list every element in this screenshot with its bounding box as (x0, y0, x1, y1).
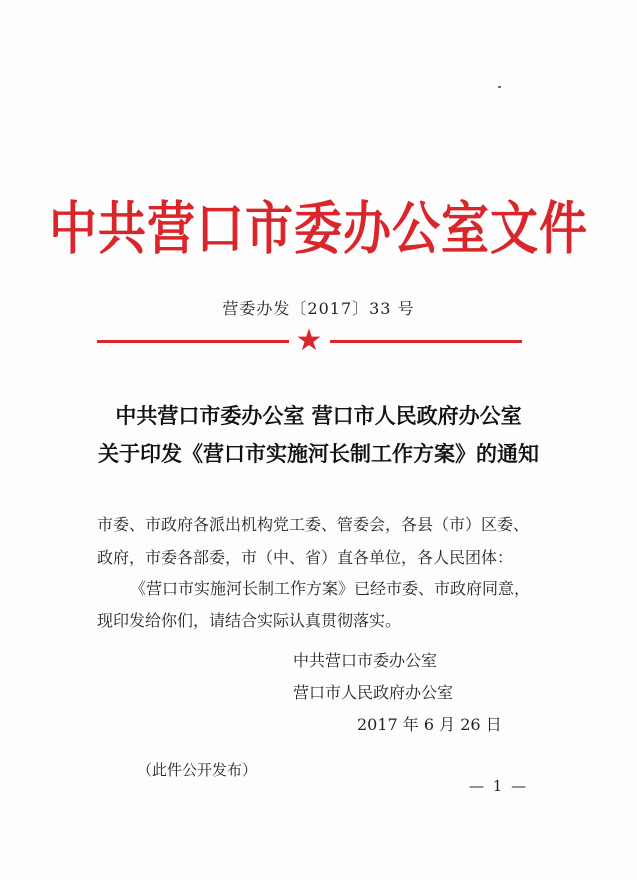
notice-title-line-2: 关于印发《营口市实施河长制工作方案》的通知 (98, 442, 539, 466)
salutation-line-2: 政府，市委各部委，市（中、省）直各单位，各人民团体： (97, 548, 514, 567)
salutation-line-1: 市委、市政府各派出机构党工委、管委会，各县（市）区委、 (97, 515, 530, 534)
public-release-note: （此件公开发布） (137, 761, 258, 779)
document-number: 营委办发〔2017〕33 号 (222, 299, 415, 318)
scan-speck (498, 86, 501, 88)
page-number: — 1 — (469, 777, 529, 795)
document-header-title: 中共营口市委办公室文件 (48, 195, 588, 263)
body-paragraph-line-2: 现印发给你们，请结合实际认真贯彻落实。 (97, 611, 402, 630)
issuer-name-2: 营口市人民政府办公室 (293, 683, 454, 702)
red-star-icon: ★ (295, 323, 323, 358)
notice-title-line-1: 中共营口市委办公室 营口市人民政府办公室 (115, 404, 522, 428)
red-divider-right (330, 340, 522, 343)
body-paragraph-line-1: 《营口市实施河长制工作方案》已经市委、市政府同意， (130, 579, 531, 598)
issuer-name-1: 中共营口市委办公室 (293, 651, 438, 670)
issue-date: 2017 年 6 月 26 日 (357, 715, 502, 734)
red-divider-left (97, 340, 289, 343)
